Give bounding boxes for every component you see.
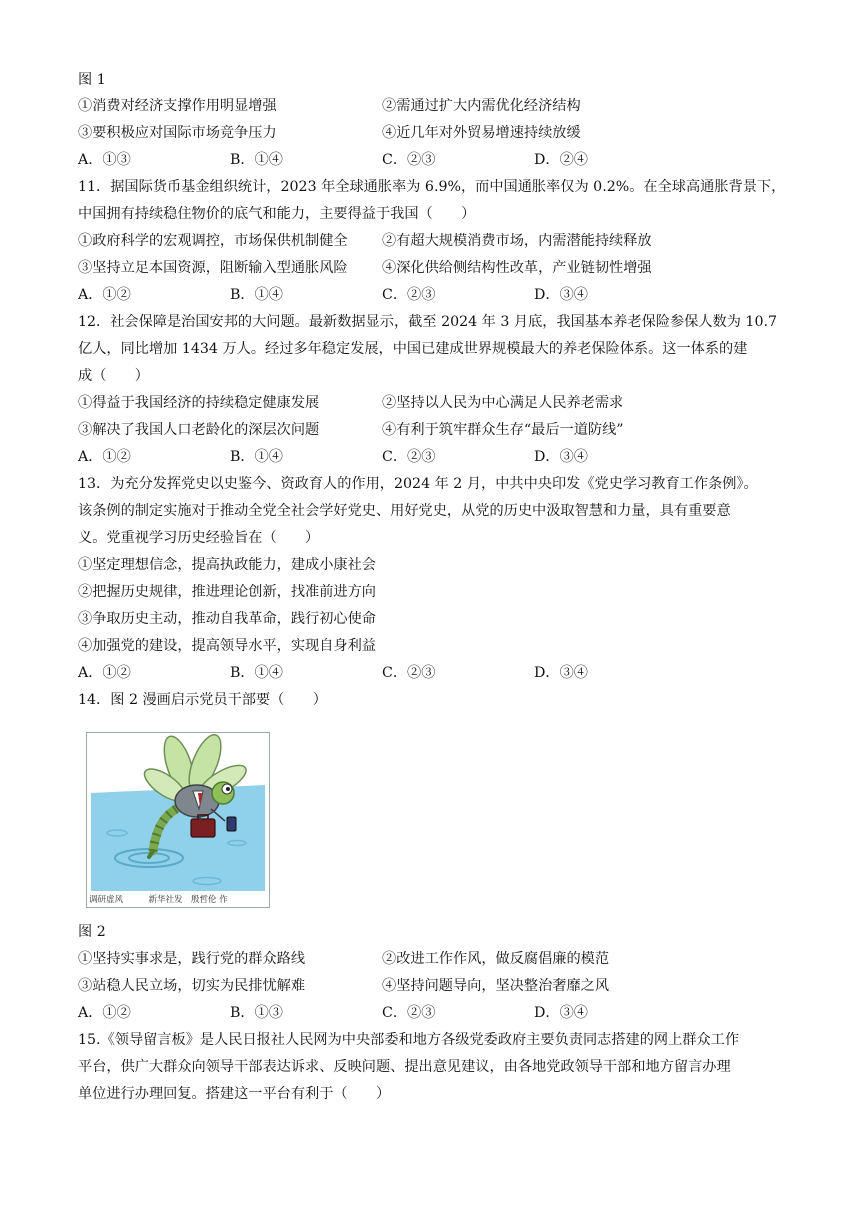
q12-stem-line-2: 亿人，同比增加 1434 万人。经过多年稳定发展，中国已建成世界规模最大的养老保险体系。这一体系的建 bbox=[78, 341, 748, 357]
option-d[interactable]: D．③④ bbox=[534, 287, 588, 303]
option-c[interactable]: C．②③ bbox=[382, 1005, 436, 1021]
option-c[interactable]: C．②③ bbox=[382, 665, 436, 681]
q11-statement-3: ③坚持立足本国资源，阻断输入型通胀风险 bbox=[78, 260, 348, 276]
option-d[interactable]: D．②④ bbox=[534, 152, 588, 168]
q14-statement-4: ④坚持问题导向，坚决整治奢靡之风 bbox=[382, 978, 610, 994]
dragonfly-cartoon-illustration bbox=[87, 733, 269, 893]
option-a[interactable]: A．①② bbox=[78, 287, 131, 303]
q11-statement-1: ①政府科学的宏观调控，市场保供机制健全 bbox=[78, 233, 348, 249]
q10-statement-4: ④近几年对外贸易增速持续放缓 bbox=[382, 125, 581, 141]
q12-statement-1: ①得益于我国经济的持续稳定健康发展 bbox=[78, 395, 320, 411]
q10-options bbox=[78, 150, 686, 170]
q11-statement-4: ④深化供给侧结构性改革，产业链韧性增强 bbox=[382, 260, 652, 276]
q13-stem-line-3: 义。党重视学习历史经验旨在（ ） bbox=[78, 530, 320, 546]
q14-statement-2: ②改进工作作风，做反腐倡廉的模范 bbox=[382, 951, 610, 967]
q13-options bbox=[78, 663, 686, 683]
q14-statement-3: ③站稳人民立场，切实为民排忧解难 bbox=[78, 978, 306, 994]
q13-stem-line-2: 该条例的制定实施对于推动全党全社会学好党史、用好党史，从党的历史中汲取智慧和力量，具有重要意 bbox=[78, 503, 731, 519]
q12-stem-line-3: 成（ ） bbox=[78, 368, 149, 384]
option-d[interactable]: D．③④ bbox=[534, 449, 588, 465]
option-b[interactable]: B．①④ bbox=[230, 449, 283, 465]
cartoon-figure-2 bbox=[86, 732, 270, 908]
q13-stem-line-1: 13．为充分发挥党史以史鉴今、资政育人的作用，2024 年 2 月，中共中央印发《党史学习教育工作条例》。 bbox=[78, 476, 758, 492]
option-b[interactable]: B．①④ bbox=[230, 287, 283, 303]
q13-statement-2: ②把握历史规律，推进理论创新，找准前进方向 bbox=[78, 584, 376, 600]
q12-stem-line-1: 12．社会保障是治国安邦的大问题。最新数据显示，截至 2024 年 3 月底，我国基本养老保险参保人数为 10.7 bbox=[78, 314, 778, 330]
option-c[interactable]: C．②③ bbox=[382, 152, 436, 168]
figure-2-label: 图 2 bbox=[78, 924, 106, 940]
q14-stem: 14．图 2 漫画启示党员干部要（ ） bbox=[78, 692, 327, 708]
q15-stem-line-1: 15.《领导留言板》是人民日报社人民网为中央部委和地方各级党委政府主要负责同志搭建的网上群众工作 bbox=[78, 1032, 740, 1048]
q12-options bbox=[78, 447, 686, 467]
q12-statement-2: ②坚持以人民为中心满足人民养老需求 bbox=[382, 395, 624, 411]
q11-stem-line-1: 11．据国际货币基金组织统计，2023 年全球通胀率为 6.9%，而中国通胀率仅为 0.2%。在全球高通胀背景下， bbox=[78, 179, 786, 195]
option-a[interactable]: A．①③ bbox=[78, 152, 131, 168]
option-a[interactable]: A．①② bbox=[78, 1005, 131, 1021]
option-c[interactable]: C．②③ bbox=[382, 287, 436, 303]
cartoon-caption: 调研虚风 新华社发 殷哲伦 作 bbox=[89, 895, 228, 905]
q10-statement-1: ①消费对经济支撑作用明显增强 bbox=[78, 98, 277, 114]
q11-statement-2: ②有超大规模消费市场，内需潜能持续释放 bbox=[382, 233, 652, 249]
option-a[interactable]: A．①② bbox=[78, 665, 131, 681]
q12-statement-3: ③解决了我国人口老龄化的深层次问题 bbox=[78, 422, 320, 438]
q11-stem-line-2: 中国拥有持续稳住物价的底气和能力，主要得益于我国（ ） bbox=[78, 206, 476, 222]
option-b[interactable]: B．①④ bbox=[230, 665, 283, 681]
q11-options bbox=[78, 285, 686, 305]
option-d[interactable]: D．③④ bbox=[534, 1005, 588, 1021]
q10-statement-3: ③要积极应对国际市场竞争压力 bbox=[78, 125, 277, 141]
q15-stem-line-2: 平台，供广大群众向领导干部表达诉求、反映问题、提出意见建议，由各地党政领导干部和地方留言办理 bbox=[78, 1059, 731, 1075]
option-a[interactable]: A．①② bbox=[78, 449, 131, 465]
figure-1-label: 图 1 bbox=[78, 72, 106, 88]
q13-statement-4: ④加强党的建设，提高领导水平，实现自身利益 bbox=[78, 638, 376, 654]
option-d[interactable]: D．③④ bbox=[534, 665, 588, 681]
q12-statement-4: ④有利于筑牢群众生存“最后一道防线” bbox=[382, 422, 624, 438]
q13-statement-1: ①坚定理想信念，提高执政能力，建成小康社会 bbox=[78, 557, 376, 573]
q10-statement-2: ②需通过扩大内需优化经济结构 bbox=[382, 98, 581, 114]
q13-statement-3: ③争取历史主动，推动自我革命，践行初心使命 bbox=[78, 611, 376, 627]
q14-statement-1: ①坚持实事求是，践行党的群众路线 bbox=[78, 951, 306, 967]
option-b[interactable]: B．①③ bbox=[230, 1005, 283, 1021]
option-b[interactable]: B．①④ bbox=[230, 152, 283, 168]
q14-options bbox=[78, 1003, 686, 1023]
q15-stem-line-3: 单位进行办理回复。搭建这一平台有利于（ ） bbox=[78, 1086, 391, 1102]
option-c[interactable]: C．②③ bbox=[382, 449, 436, 465]
